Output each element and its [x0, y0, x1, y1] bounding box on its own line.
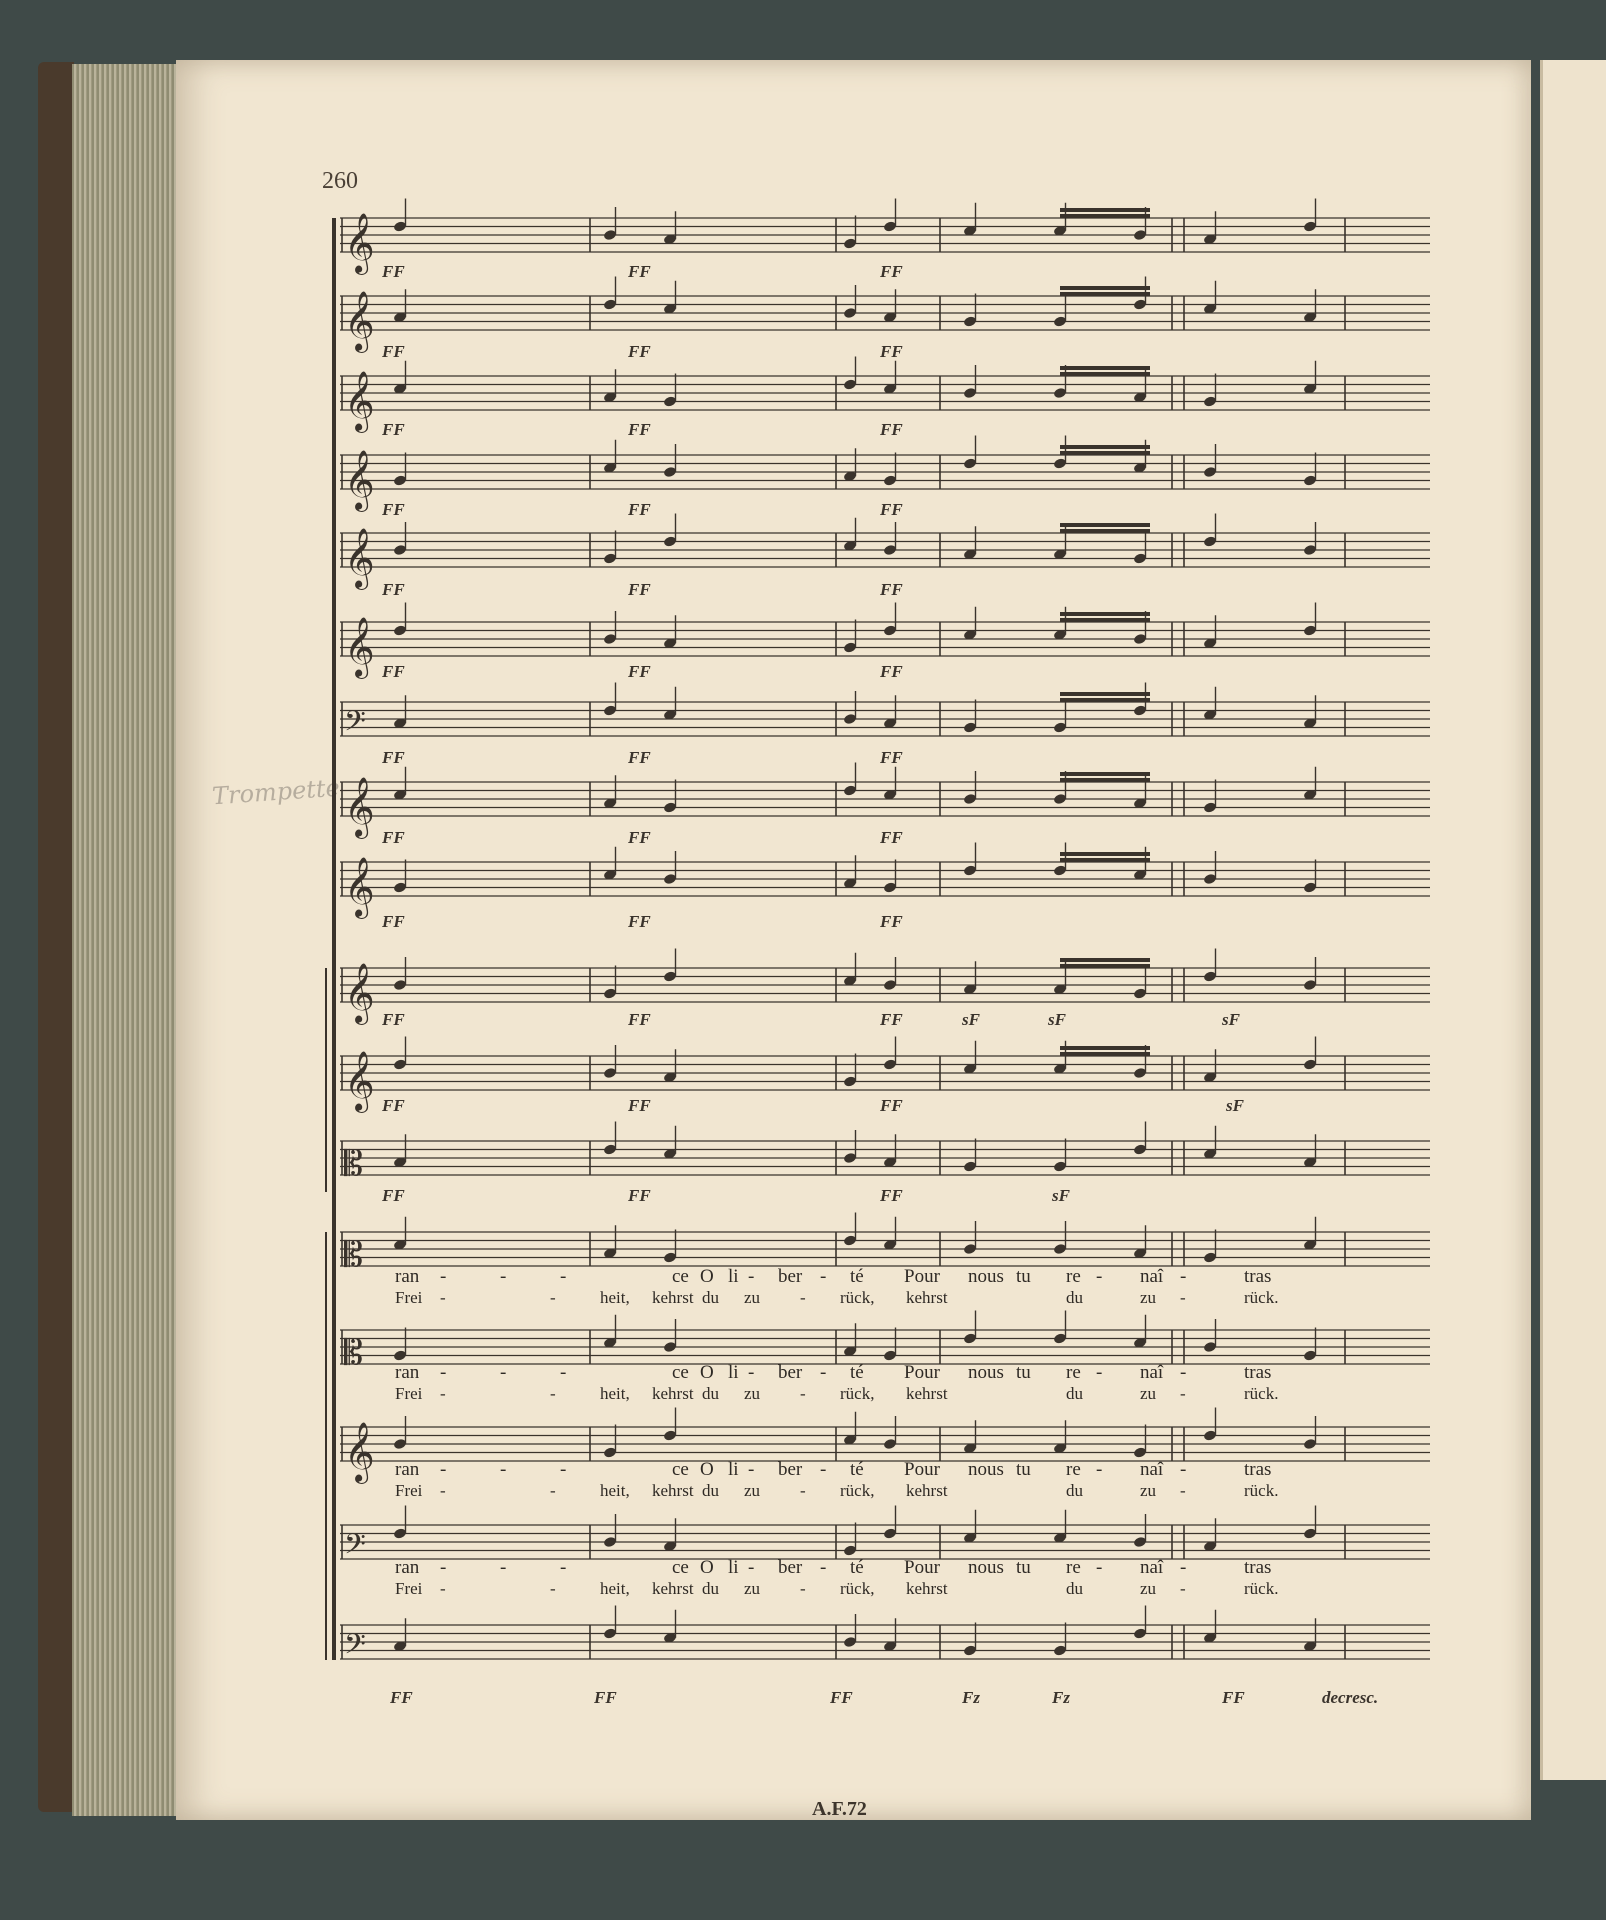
beam [1060, 618, 1150, 622]
lyric-de: du [702, 1579, 719, 1598]
lyric-de: rück, [840, 1384, 875, 1403]
lyric-fr: re [1066, 1362, 1081, 1383]
dynamic-ff: FF [382, 262, 405, 281]
lyric-fr: O [700, 1557, 714, 1578]
beam [1060, 692, 1150, 696]
lyric-de: zu [1140, 1384, 1157, 1403]
lyric-de: rück. [1244, 1288, 1279, 1307]
lyric-fr: Pour [904, 1459, 940, 1480]
lyric-de: - [1180, 1481, 1186, 1500]
lyric-de: kehrst [652, 1481, 694, 1500]
lyric-fr: té [850, 1266, 864, 1287]
clef: 𝄞 [344, 528, 375, 588]
beam [1060, 612, 1150, 616]
lyric-de: Frei [395, 1481, 423, 1500]
lyric-de: heit, [600, 1384, 630, 1403]
lyric-de: rück, [840, 1579, 875, 1598]
lyric-fr: - [1180, 1266, 1187, 1287]
dynamic-ff: FF [880, 342, 903, 361]
lyric-de: - [800, 1579, 806, 1598]
lyric-fr: re [1066, 1557, 1081, 1578]
lyric-de: kehrst [652, 1384, 694, 1403]
dynamic-fz: Fz [962, 1688, 980, 1707]
lyric-fr: tras [1244, 1266, 1272, 1287]
dynamic-ff: FF [880, 262, 903, 281]
beam [1060, 1046, 1150, 1050]
lyric-de: zu [744, 1288, 761, 1307]
dynamic-ff: FF [880, 1186, 903, 1205]
beam [1060, 366, 1150, 370]
lyric-de: - [550, 1481, 556, 1500]
lyric-de: du [1066, 1384, 1083, 1403]
lyric-de: du [1066, 1579, 1083, 1598]
clef: 𝄞 [344, 777, 375, 837]
lyric-fr: ran [395, 1459, 420, 1480]
dynamic-ff: FF [628, 262, 651, 281]
lyric-fr: - [500, 1362, 507, 1383]
dynamic-ff: FF [830, 1688, 853, 1707]
lyric-fr: li [728, 1459, 739, 1480]
lyric-fr: - [560, 1459, 567, 1480]
beam [1060, 372, 1150, 376]
dynamic-ff: FF [880, 420, 903, 439]
lyric-fr: tu [1016, 1557, 1031, 1578]
dynamic-ff: FF [880, 748, 903, 767]
plate-number: A.F.72 [812, 1798, 867, 1820]
beam [1060, 778, 1150, 782]
clef: 𝄞 [344, 291, 375, 351]
dynamic-ff: FF [382, 500, 405, 519]
dynamic-sf: sF [1222, 1010, 1240, 1029]
dynamic-ff: FF [382, 1096, 405, 1115]
lyric-de: - [440, 1481, 446, 1500]
lyric-fr: ce [672, 1459, 689, 1480]
beam [1060, 208, 1150, 212]
beam [1060, 529, 1150, 533]
lyric-fr: - [440, 1557, 447, 1578]
lyric-de: Frei [395, 1288, 423, 1307]
lyric-de: du [702, 1288, 719, 1307]
dynamic-ff: FF [628, 748, 651, 767]
lyric-de: zu [1140, 1579, 1157, 1598]
dynamic-ff: FF [628, 662, 651, 681]
lyric-de: - [800, 1481, 806, 1500]
lyric-de: kehrst [906, 1481, 948, 1500]
lyric-fr: - [560, 1266, 567, 1287]
lyric-fr: tu [1016, 1266, 1031, 1287]
lyric-fr: - [820, 1266, 827, 1287]
lyric-fr: - [748, 1362, 755, 1383]
lyric-fr: nous [968, 1362, 1004, 1383]
dynamic-sf: sF [1226, 1096, 1244, 1115]
dynamic-ff: FF [628, 1010, 651, 1029]
lyric-fr: - [1096, 1362, 1103, 1383]
lyric-fr: Pour [904, 1266, 940, 1287]
dynamic-ff: FF [382, 662, 405, 681]
lyric-de: zu [744, 1579, 761, 1598]
lyric-fr: tu [1016, 1459, 1031, 1480]
clef: 𝄞 [344, 450, 375, 510]
dynamic-fz: Fz [1052, 1688, 1070, 1707]
lyric-fr: - [748, 1266, 755, 1287]
dynamic-ff: FF [880, 1096, 903, 1115]
lyric-de: zu [744, 1384, 761, 1403]
dynamic-ff: FF [880, 912, 903, 931]
lyric-de: du [702, 1384, 719, 1403]
clef: 𝄞 [344, 963, 375, 1023]
lyric-fr: naî [1140, 1362, 1164, 1383]
clef: 𝄢 [344, 1628, 366, 1668]
lyric-fr: re [1066, 1266, 1081, 1287]
lyric-fr: nous [968, 1557, 1004, 1578]
lyric-fr: ber [778, 1266, 803, 1287]
dynamic-ff: FF [628, 1096, 651, 1115]
dynamic-ff: FF [628, 828, 651, 847]
dynamic-ff: FF [628, 1186, 651, 1205]
lyric-de: - [440, 1288, 446, 1307]
clef: 𝄡 [344, 1333, 363, 1373]
lyric-de: - [550, 1384, 556, 1403]
lyric-de: - [1180, 1579, 1186, 1598]
dynamic-ff: FF [594, 1688, 617, 1707]
lyric-fr: - [1180, 1362, 1187, 1383]
dynamic-ff: FF [382, 828, 405, 847]
dynamic-ff: FF [382, 748, 405, 767]
dynamic-ff: FF [382, 420, 405, 439]
clef: 𝄞 [344, 213, 375, 273]
lyric-de: kehrst [652, 1288, 694, 1307]
beam [1060, 292, 1150, 296]
lyric-fr: - [440, 1459, 447, 1480]
lyric-de: kehrst [906, 1384, 948, 1403]
lyric-fr: ber [778, 1459, 803, 1480]
dynamic-ff: FF [880, 580, 903, 599]
lyric-fr: - [500, 1459, 507, 1480]
lyric-de: kehrst [906, 1288, 948, 1307]
beam [1060, 772, 1150, 776]
lyric-fr: nous [968, 1459, 1004, 1480]
lyric-fr: O [700, 1362, 714, 1383]
lyric-fr: té [850, 1362, 864, 1383]
lyric-fr: té [850, 1557, 864, 1578]
lyric-de: - [440, 1384, 446, 1403]
lyric-fr: - [560, 1557, 567, 1578]
dynamic-ff: FF [880, 828, 903, 847]
lyric-fr: nous [968, 1266, 1004, 1287]
lyric-fr: ran [395, 1266, 420, 1287]
lyric-de: rück. [1244, 1579, 1279, 1598]
lyric-fr: O [700, 1266, 714, 1287]
lyric-fr: li [728, 1557, 739, 1578]
lyric-de: kehrst [906, 1579, 948, 1598]
dynamic-ff: FF [628, 580, 651, 599]
lyric-fr: - [748, 1459, 755, 1480]
lyric-fr: ce [672, 1557, 689, 1578]
lyric-fr: tras [1244, 1557, 1272, 1578]
lyric-fr: - [440, 1362, 447, 1383]
pencil-annotation: Trompette [211, 773, 341, 811]
lyric-fr: - [820, 1362, 827, 1383]
page-number: 260 [322, 168, 358, 194]
beam [1060, 958, 1150, 962]
dynamic-ff: FF [382, 1186, 405, 1205]
lyric-de: zu [744, 1481, 761, 1500]
lyric-fr: - [820, 1557, 827, 1578]
lyric-fr: naî [1140, 1459, 1164, 1480]
lyric-fr: ce [672, 1266, 689, 1287]
dynamic-sf: sF [1052, 1186, 1070, 1205]
clef: 𝄞 [344, 1051, 375, 1111]
lyric-de: - [800, 1288, 806, 1307]
lyric-fr: Pour [904, 1362, 940, 1383]
lyric-de: du [1066, 1288, 1083, 1307]
lyric-fr: - [1180, 1557, 1187, 1578]
beam [1060, 852, 1150, 856]
dynamic-ff: FF [880, 1010, 903, 1029]
lyric-de: zu [1140, 1481, 1157, 1500]
lyric-fr: naî [1140, 1557, 1164, 1578]
dynamic-ff: FF [880, 500, 903, 519]
lyric-de: rück, [840, 1288, 875, 1307]
lyric-fr: ran [395, 1557, 420, 1578]
beam [1060, 451, 1150, 455]
dynamic-ff: FF [880, 662, 903, 681]
beam [1060, 286, 1150, 290]
lyric-de: du [1066, 1481, 1083, 1500]
dynamic-ff: FF [628, 342, 651, 361]
lyric-fr: - [1096, 1557, 1103, 1578]
clef: 𝄢 [344, 705, 366, 745]
lyric-de: - [1180, 1384, 1186, 1403]
lyric-fr: ber [778, 1557, 803, 1578]
lyric-fr: - [1096, 1266, 1103, 1287]
beam [1060, 858, 1150, 862]
beam [1060, 523, 1150, 527]
clef: 𝄞 [344, 371, 375, 431]
beam [1060, 1052, 1150, 1056]
lyric-de: - [800, 1384, 806, 1403]
beam [1060, 964, 1150, 968]
dynamic-ff: FF [1222, 1688, 1245, 1707]
lyric-fr: ran [395, 1362, 420, 1383]
lyric-de: du [702, 1481, 719, 1500]
lyric-fr: - [1180, 1459, 1187, 1480]
lyric-fr: tras [1244, 1362, 1272, 1383]
clef: 𝄡 [344, 1144, 363, 1184]
clef: 𝄞 [344, 857, 375, 917]
dynamic-ff: FF [382, 912, 405, 931]
lyric-fr: té [850, 1459, 864, 1480]
lyric-fr: - [820, 1459, 827, 1480]
clef: 𝄞 [344, 1422, 375, 1482]
lyric-fr: - [500, 1557, 507, 1578]
lyric-fr: li [728, 1266, 739, 1287]
dynamic-ff: FF [628, 500, 651, 519]
lyric-de: zu [1140, 1288, 1157, 1307]
lyric-de: Frei [395, 1579, 423, 1598]
lyric-de: - [440, 1579, 446, 1598]
lyric-fr: - [560, 1362, 567, 1383]
dynamic-ff: FF [382, 1010, 405, 1029]
lyric-fr: naî [1140, 1266, 1164, 1287]
lyric-fr: - [500, 1266, 507, 1287]
lyric-fr: tras [1244, 1459, 1272, 1480]
lyric-de: rück. [1244, 1384, 1279, 1403]
dynamic-sf: sF [1048, 1010, 1066, 1029]
lyric-fr: re [1066, 1459, 1081, 1480]
clef: 𝄞 [344, 617, 375, 677]
dynamic-ff: FF [382, 580, 405, 599]
lyric-fr: ber [778, 1362, 803, 1383]
dynamic-ff: FF [628, 912, 651, 931]
lyric-de: rück. [1244, 1481, 1279, 1500]
lyric-de: heit, [600, 1288, 630, 1307]
lyric-de: - [550, 1288, 556, 1307]
lyric-de: heit, [600, 1579, 630, 1598]
clef: 𝄡 [344, 1235, 363, 1275]
lyric-de: Frei [395, 1384, 423, 1403]
dynamic-decresc: decresc. [1322, 1688, 1379, 1707]
lyric-fr: tu [1016, 1362, 1031, 1383]
dynamic-ff: FF [628, 420, 651, 439]
lyric-de: rück, [840, 1481, 875, 1500]
dynamic-sf: sF [962, 1010, 980, 1029]
lyric-fr: Pour [904, 1557, 940, 1578]
clef: 𝄢 [344, 1528, 366, 1568]
beam [1060, 214, 1150, 218]
dynamic-ff: FF [390, 1688, 413, 1707]
dynamic-ff: FF [382, 342, 405, 361]
lyric-de: - [1180, 1288, 1186, 1307]
lyric-fr: ce [672, 1362, 689, 1383]
lyric-de: kehrst [652, 1579, 694, 1598]
lyric-de: heit, [600, 1481, 630, 1500]
lyric-fr: O [700, 1459, 714, 1480]
lyric-fr: li [728, 1362, 739, 1383]
lyric-fr: - [1096, 1459, 1103, 1480]
lyric-fr: - [440, 1266, 447, 1287]
lyric-de: - [550, 1579, 556, 1598]
lyric-fr: - [748, 1557, 755, 1578]
beam [1060, 698, 1150, 702]
beam [1060, 445, 1150, 449]
